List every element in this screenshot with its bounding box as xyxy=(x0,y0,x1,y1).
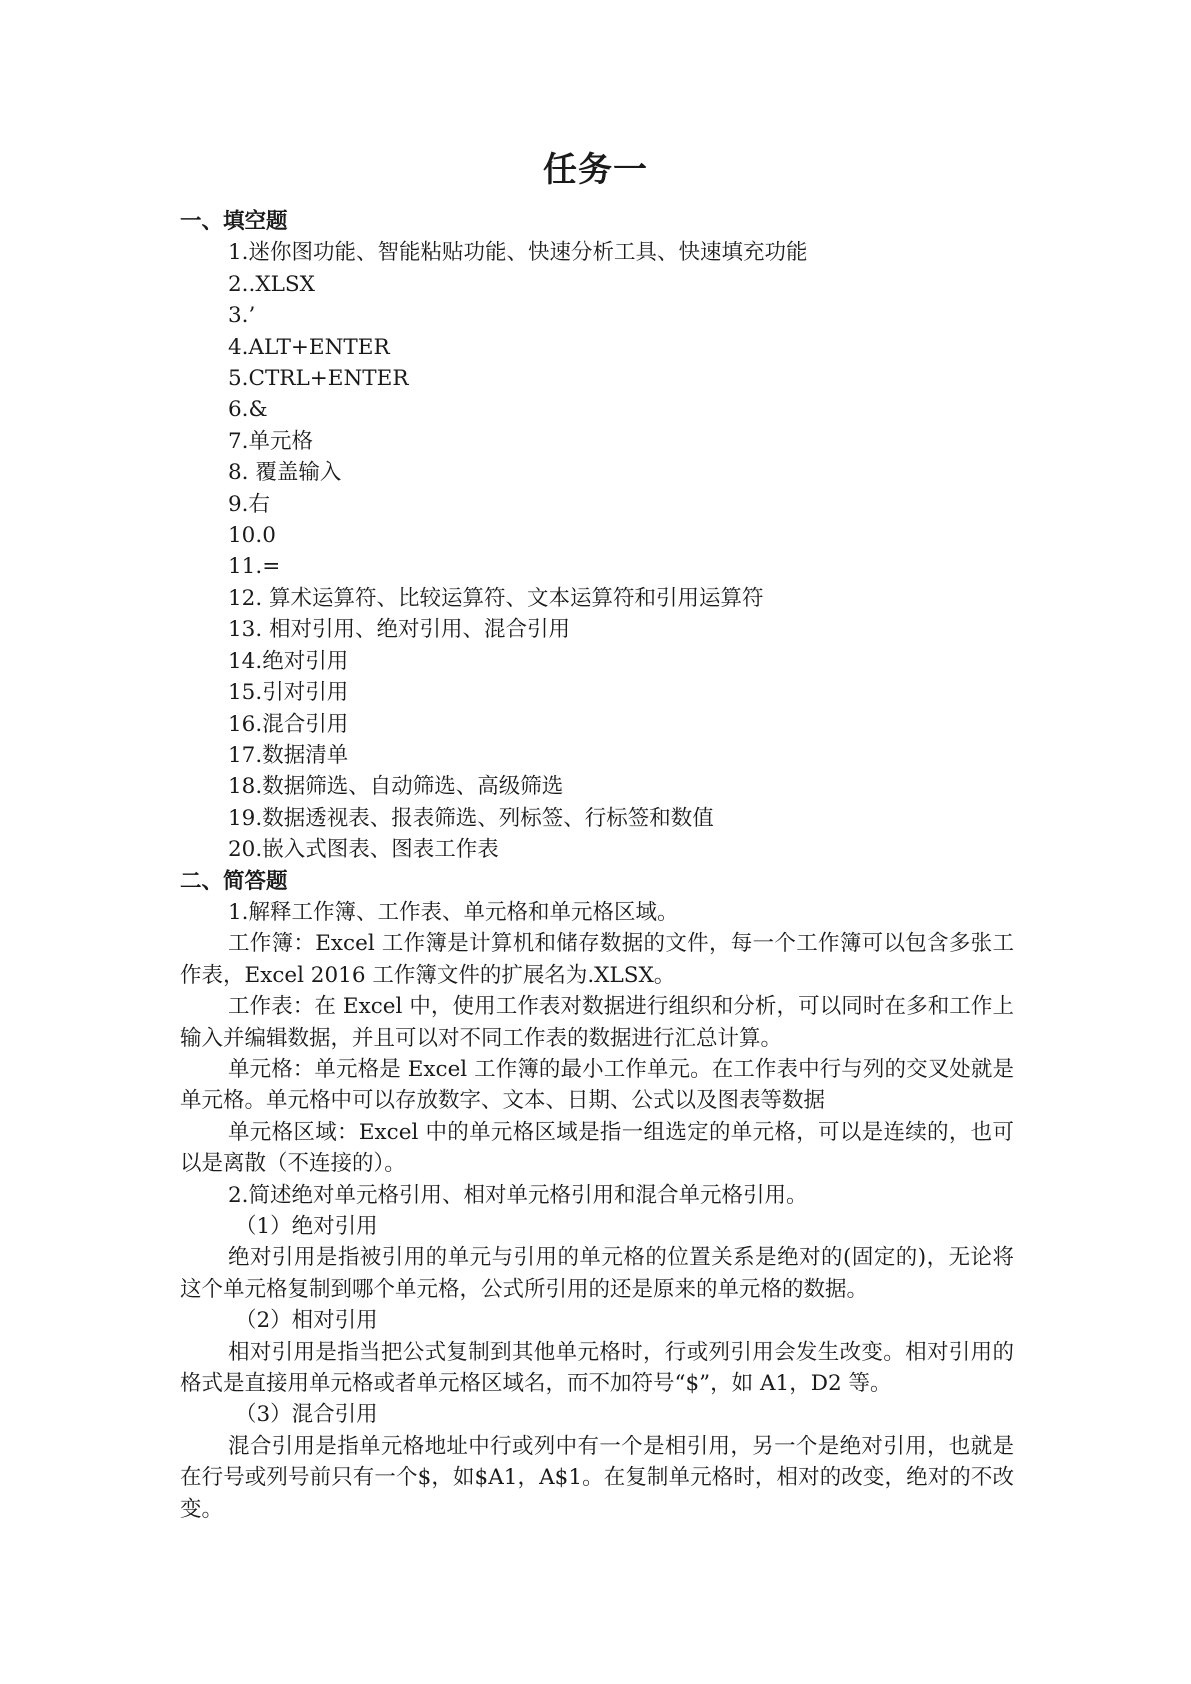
document-body xyxy=(180,206,1014,1525)
paragraph-mixed-reference: 混合引用是指单元格地址中行或列中有一个是相引用，另一个是绝对引用，也就是在行号或列号前只有一个$，如$A1，A$1。在复制单元格时，相对的改变，绝对的不改变。 xyxy=(180,1433,1014,1522)
paragraph-workbook: 工作簿：Excel 工作簿是计算机和储存数据的文件，每一个工作簿可以包含多张工作表，Excel 2016 工作簿文件的扩展名为.XLSX。 xyxy=(180,931,1014,988)
answer-item-9: 9.右 xyxy=(228,491,271,517)
answer-item-13: 13. 相对引用、绝对引用、混合引用 xyxy=(228,617,571,643)
paragraph-cell-range: 单元格区域：Excel 中的单元格区域是指一组选定的单元格，可以是连续的，也可以是离散（不连接的）。 xyxy=(180,1119,1014,1177)
answer-item-18: 18.数据筛选、自动筛选、高级筛选 xyxy=(228,774,564,800)
answer-item-15: 15.引对引用 xyxy=(228,680,349,706)
answer-item-14: 14.绝对引用 xyxy=(228,648,349,674)
section-heading-fill-in: 一、填空题 xyxy=(180,209,288,234)
answer-item-10: 10.0 xyxy=(228,523,276,549)
subheading-mixed-reference: （3）混合引用 xyxy=(235,1402,378,1428)
paragraph-cell: 单元格：单元格是 Excel 工作簿的最小工作单元。在工作表中行与列的交叉处就是单元格。单元格中可以存放数字、文本、日期、公式以及图表等数据 xyxy=(180,1056,1014,1114)
answer-item-1: 1.迷你图功能、智能粘贴功能、快速分析工具、快速填充功能 xyxy=(228,240,808,266)
answer-item-16: 16.混合引用 xyxy=(228,711,349,737)
answer-item-11: 11.= xyxy=(228,554,281,580)
answer-item-17: 17.数据清单 xyxy=(228,742,349,768)
paragraph-relative-reference: 相对引用是指当把公式复制到其他单元格时，行或列引用会发生改变。相对引用的格式是直接用单元格或者单元格区域名，而不加符号“$”，如 A1，D2 等。 xyxy=(180,1339,1014,1397)
paragraph-absolute-reference: 绝对引用是指被引用的单元与引用的单元格的位置关系是绝对的(固定的)，无论将这个单元格复制到哪个单元格，公式所引用的还是原来的单元格的数据。 xyxy=(180,1245,1014,1302)
question-2: 2.简述绝对单元格引用、相对单元格引用和混合单元格引用。 xyxy=(228,1182,808,1208)
answer-item-5: 5.CTRL+ENTER xyxy=(228,366,409,392)
answer-item-3: 3.’ xyxy=(228,303,256,329)
paragraph-worksheet: 工作表：在 Excel 中，使用工作表对数据进行组织和分析，可以同时在多和工作上输入并编辑数据，并且可以对不同工作表的数据进行汇总计算。 xyxy=(180,994,1014,1051)
subheading-absolute-reference: （1）绝对引用 xyxy=(235,1214,378,1239)
answer-item-7: 7.单元格 xyxy=(228,428,314,454)
answer-item-6: 6.& xyxy=(228,397,268,423)
answer-item-2: 2..XLSX xyxy=(228,271,315,297)
answer-item-8: 8. 覆盖输入 xyxy=(228,460,342,486)
page-title: 任务一 xyxy=(543,150,648,190)
subheading-relative-reference: （2）相对引用 xyxy=(235,1308,378,1334)
question-1: 1.解释工作簿、工作表、单元格和单元格区域。 xyxy=(228,899,679,925)
answer-item-20: 20.嵌入式图表、图表工作表 xyxy=(228,837,499,863)
section-heading-short-answer: 二、简答题 xyxy=(180,868,288,894)
answer-item-19: 19.数据透视表、报表筛选、列标签、行标签和数值 xyxy=(228,805,714,831)
answer-item-4: 4.ALT+ENTER xyxy=(228,334,390,360)
answer-item-12: 12. 算术运算符、比较运算符、文本运算符和引用运算符 xyxy=(228,585,764,611)
